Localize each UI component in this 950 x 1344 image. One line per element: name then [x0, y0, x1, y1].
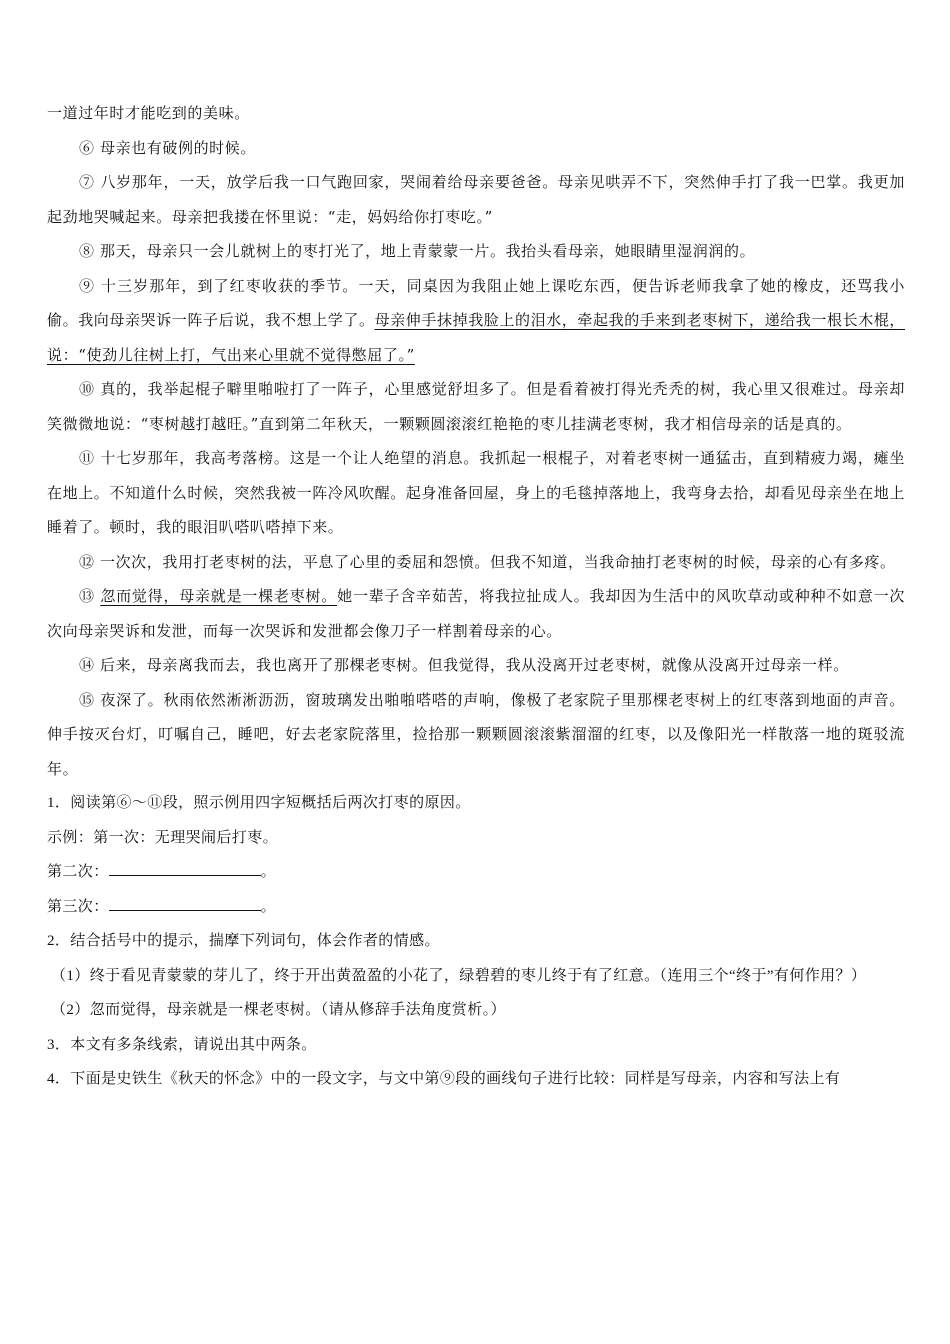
paragraph-15: ⑮ 夜深了。秋雨依然淅淅沥沥，窗玻璃发出啪啪嗒嗒的声响，像极了老家院子里那棵老枣树上的红枣落到地面的声音。伸手按灭台灯，叮嘱自己，睡吧，好去老家院落里，捡拾那一颗颗圆滚滚紫溜溜的红枣，以及像阳光一样散落一地的斑驳流年。 — [47, 690, 905, 778]
question-1-second — [47, 855, 905, 890]
question-1-third-end: 。 — [260, 898, 277, 915]
answer-blank-third[interactable] — [109, 896, 261, 911]
paragraph-10: ⑩ 真的，我举起棍子噼里啪啦打了一阵子，心里感觉舒坦多了。但是看着被打得光秃秃的树，我心里又很难过。母亲却笑微微地说：“枣树越打越旺。”直到第二年秋天，一颗颗圆滚滚红艳艳的枣儿挂满老枣树，我才相信母亲的话是真的。 — [47, 380, 905, 433]
question-1-example: 示例：第一次：无理哭闹后打枣。 — [47, 829, 279, 846]
question-1-third-label: 第三次： — [47, 898, 109, 915]
paragraph-9 — [47, 269, 905, 373]
paragraph-5-tail: 一道过年时才能吃到的美味。 — [47, 104, 250, 122]
document-page — [47, 96, 905, 1097]
question-1-third — [47, 890, 905, 925]
question-2-part-1: （1）终于看见青蒙蒙的芽儿了，终于开出黄盈盈的小花了，绿碧碧的枣儿终于有了红意。（连用三个“终于”有何作用？） — [51, 967, 867, 984]
question-2-part-2: （2）忽而觉得，母亲就是一棵老枣树。（请从修辞手法角度赏析。） — [51, 1002, 506, 1018]
question-1-second-label: 第二次： — [47, 864, 109, 880]
paragraph-13 — [47, 579, 905, 648]
paragraph-14: ⑭ 后来，母亲离我而去，我也离开了那棵老枣树。但我觉得，我从没离开过老枣树，就像从没离开过母亲一样。 — [79, 656, 849, 674]
paragraph-12: ⑫ 一次次，我用打老枣树的法，平息了心里的委屈和怨愤。但我不知道，当我命抽打老枣树的时候，母亲的心有多疼。 — [79, 552, 896, 571]
question-4: 4．下面是史铁生《秋天的怀念》中的一段文字，与文中第⑨段的画线句子进行比较：同样是写母亲，内容和写法上有 — [47, 1071, 841, 1087]
paragraph-13-text: 她一辈子含辛茹苦，将我拉扯成人。我却因为生活中的风吹草动或种种不如意一次次向母亲哭诉和发泄，而每一次哭诉和发泄都会像刀子一样割着母亲的心。 — [47, 587, 905, 640]
paragraph-8: ⑧ 那天，母亲只一会儿就树上的枣打光了，地上青蒙蒙一片。我抬头看母亲，她眼睛里湿润润的。 — [79, 242, 756, 260]
paragraph-9-text: ⑨ 十三岁那年，到了红枣收获的季节。一天，同桌因为我阻止她上课吃东西，便告诉老师我拿了她的橡皮，还骂我小偷。我向母亲哭诉一阵子后说，我不想上学了。 — [47, 276, 905, 329]
question-1-second-end: 。 — [260, 864, 277, 880]
answer-blank-second[interactable] — [109, 861, 261, 876]
paragraph-6: ⑥ 母亲也有破例的时候。 — [79, 138, 256, 157]
question-2: 2．结合括号中的提示，揣摩下列词句，体会作者的情感。 — [47, 933, 440, 949]
question-3: 3．本文有多条线索，请说出其中两条。 — [47, 1036, 317, 1053]
paragraph-7: ⑦ 八岁那年，一天，放学后我一口气跑回家，哭闹着给母亲要爸爸。母亲见哄弄不下，突然伸手打了我一巴掌。我更加起劲地哭喊起来。母亲把我搂在怀里说：“走，妈妈给你打枣吃。” — [47, 173, 905, 226]
question-1: 1．阅读第⑥～⑪段，照示例用四字短概括后两次打枣的原因。 — [47, 795, 471, 811]
paragraph-9-underlined-sentence: 母亲伸手抹掉我脸上的泪水，牵起我的手来到老枣树下，递给我一根长木棍，说：“使劲儿往树上打，气出来心里就不觉得憋屈了。” — [47, 311, 906, 364]
paragraph-13-number: ⑬ — [79, 587, 101, 605]
paragraph-13-underlined-sentence: 忽而觉得，母亲就是一棵老枣树。 — [100, 587, 338, 605]
paragraph-11: ⑪ 十七岁那年，我高考落榜。这是一个让人绝望的消息。我抓起一根棍子，对着老枣树一通猛击，直到精疲力竭，瘫坐在地上。不知道什么时候，突然我被一阵冷风吹醒。起身准备回屋，身上的毛毯掉落地上，我弯身去拾，却看见母亲坐在地上睡着了。顿时，我的眼泪叭嗒叭嗒掉下来。 — [47, 449, 906, 536]
